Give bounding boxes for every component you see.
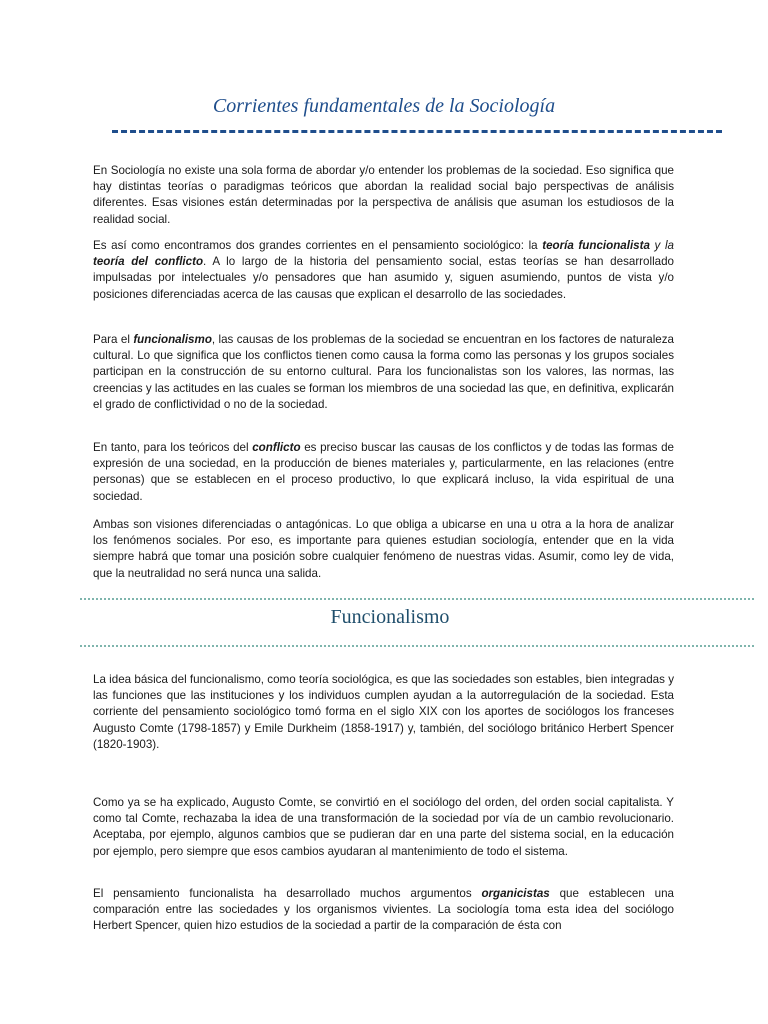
term-teoria-del-conflicto: teoría del conflicto [93, 255, 204, 269]
paragraph-idea-basica: La idea básica del funcionalismo, como teoría sociológica, es que las sociedades son estables, bien integradas y las funciones que las instituciones y los individuos cumplen ayudan a la autorregulación de la sociedad. Esta corriente del pensamiento sociológico tomó forma en el siglo XIX con los aportes de sociólogos los franceses Augusto Comte (1798-1857) y Emile Durkheim (1858-1917) y, también, del sociólogo británico Herbert Spencer (1820-1903). [93, 673, 674, 751]
text-run: . A lo largo de la historia del pensamiento social, estas teorías se han desarrollado impulsadas por intelectuales y/o pensadores que han asumido y, siguen asumiendo, puntos de vista y/o posiciones diferenciadas acerca de las causas que explican el desarrollo de las sociedades. [93, 255, 674, 301]
paragraph-conflicto [93, 440, 674, 505]
document-title: Corrientes fundamentales de la Sociología [212, 95, 556, 117]
title-dashed-divider [112, 130, 722, 133]
section-top-dotted-divider [80, 598, 754, 600]
text-run: es preciso buscar las causas de los conflictos y de todas las formas de expresión de una sociedad, en la producción de bienes materiales y, particularmente, en las relaciones (entre personas) que se establecen en el proceso productivo, lo que explicará incluso, la vida espiritual de una sociedad. [93, 441, 674, 503]
text-run: El pensamiento funcionalista ha desarrollado muchos argumentos [93, 887, 482, 900]
paragraph-organicistas [93, 886, 674, 935]
term-conflicto: conflicto [252, 441, 301, 454]
section-bottom-dotted-divider [80, 645, 754, 647]
text-run: En tanto, para los teóricos del [93, 441, 253, 454]
text-run: , las causas de los problemas de la sociedad se encuentran en los factores de naturaleza cultural. Lo que significa que los conflictos tienen como causa la forma como las personas y los grupos sociales participan en la construcción de su entorno cultural. Para los funcionalistas son los valores, las normas, las creencias y las actitudes en las cuales se forman los miembros de una sociedad las que, en definitiva, explicarán el grado de conflictividad o no de la sociedad. [93, 333, 674, 411]
paragraph-two-currents [93, 238, 674, 303]
text-run: y la [649, 239, 675, 252]
paragraph-antagonicas: Ambas son visiones diferenciadas o antagónicas. Lo que obliga a ubicarse en una u otra a la hora de analizar los fenómenos sociales. Por eso, es importante para quienes estudian sociología, entender que en la vida siempre habrá que tomar una posición sobre cualquier fenómeno de nuestras vidas. Asumir, como ley de vida, que la neutralidad no será nunca una salida. [93, 518, 674, 580]
paragraph-intro: En Sociología no existe una sola forma de abordar y/o entender los problemas de la sociedad. Eso significa que hay distintas teorías o paradigmas teóricos que abordan la realidad social bajo perspectivas de análisis diferentes. Esas visiones están determinadas por la perspectiva de análisis que asuman los estudiosos de la realidad social. [93, 164, 674, 226]
term-funcionalismo: funcionalismo [133, 333, 212, 346]
section-heading-funcionalismo: Funcionalismo [330, 606, 450, 628]
text-run: Es así como encontramos dos grandes corrientes en el pensamiento sociológico: la [93, 239, 543, 252]
term-teoria-funcionalista: teoría funcionalista [542, 239, 650, 252]
text-run: Para el [93, 333, 134, 346]
paragraph-comte: Como ya se ha explicado, Augusto Comte, se convirtió en el sociólogo del orden, del orden social capitalista. Y como tal Comte, rechazaba la idea de una transformación de la sociedad por vía de un cambio revolucionario. Aceptaba, por ejemplo, algunos cambios que se pudieran dar en una parte del sistema social, en la educación por ejemplo, pero siempre que esos cambios ayudaran al mantenimiento de todo el sistema. [93, 796, 674, 858]
paragraph-funcionalismo [93, 332, 674, 413]
text-run: que establecen una comparación entre las sociedades y los organismos vivientes. La sociología toma esta idea del sociólogo Herbert Spencer, quien hizo estudios de la sociedad a partir de la comparación de ésta con [93, 887, 674, 933]
term-organicistas: organicistas [481, 887, 550, 900]
